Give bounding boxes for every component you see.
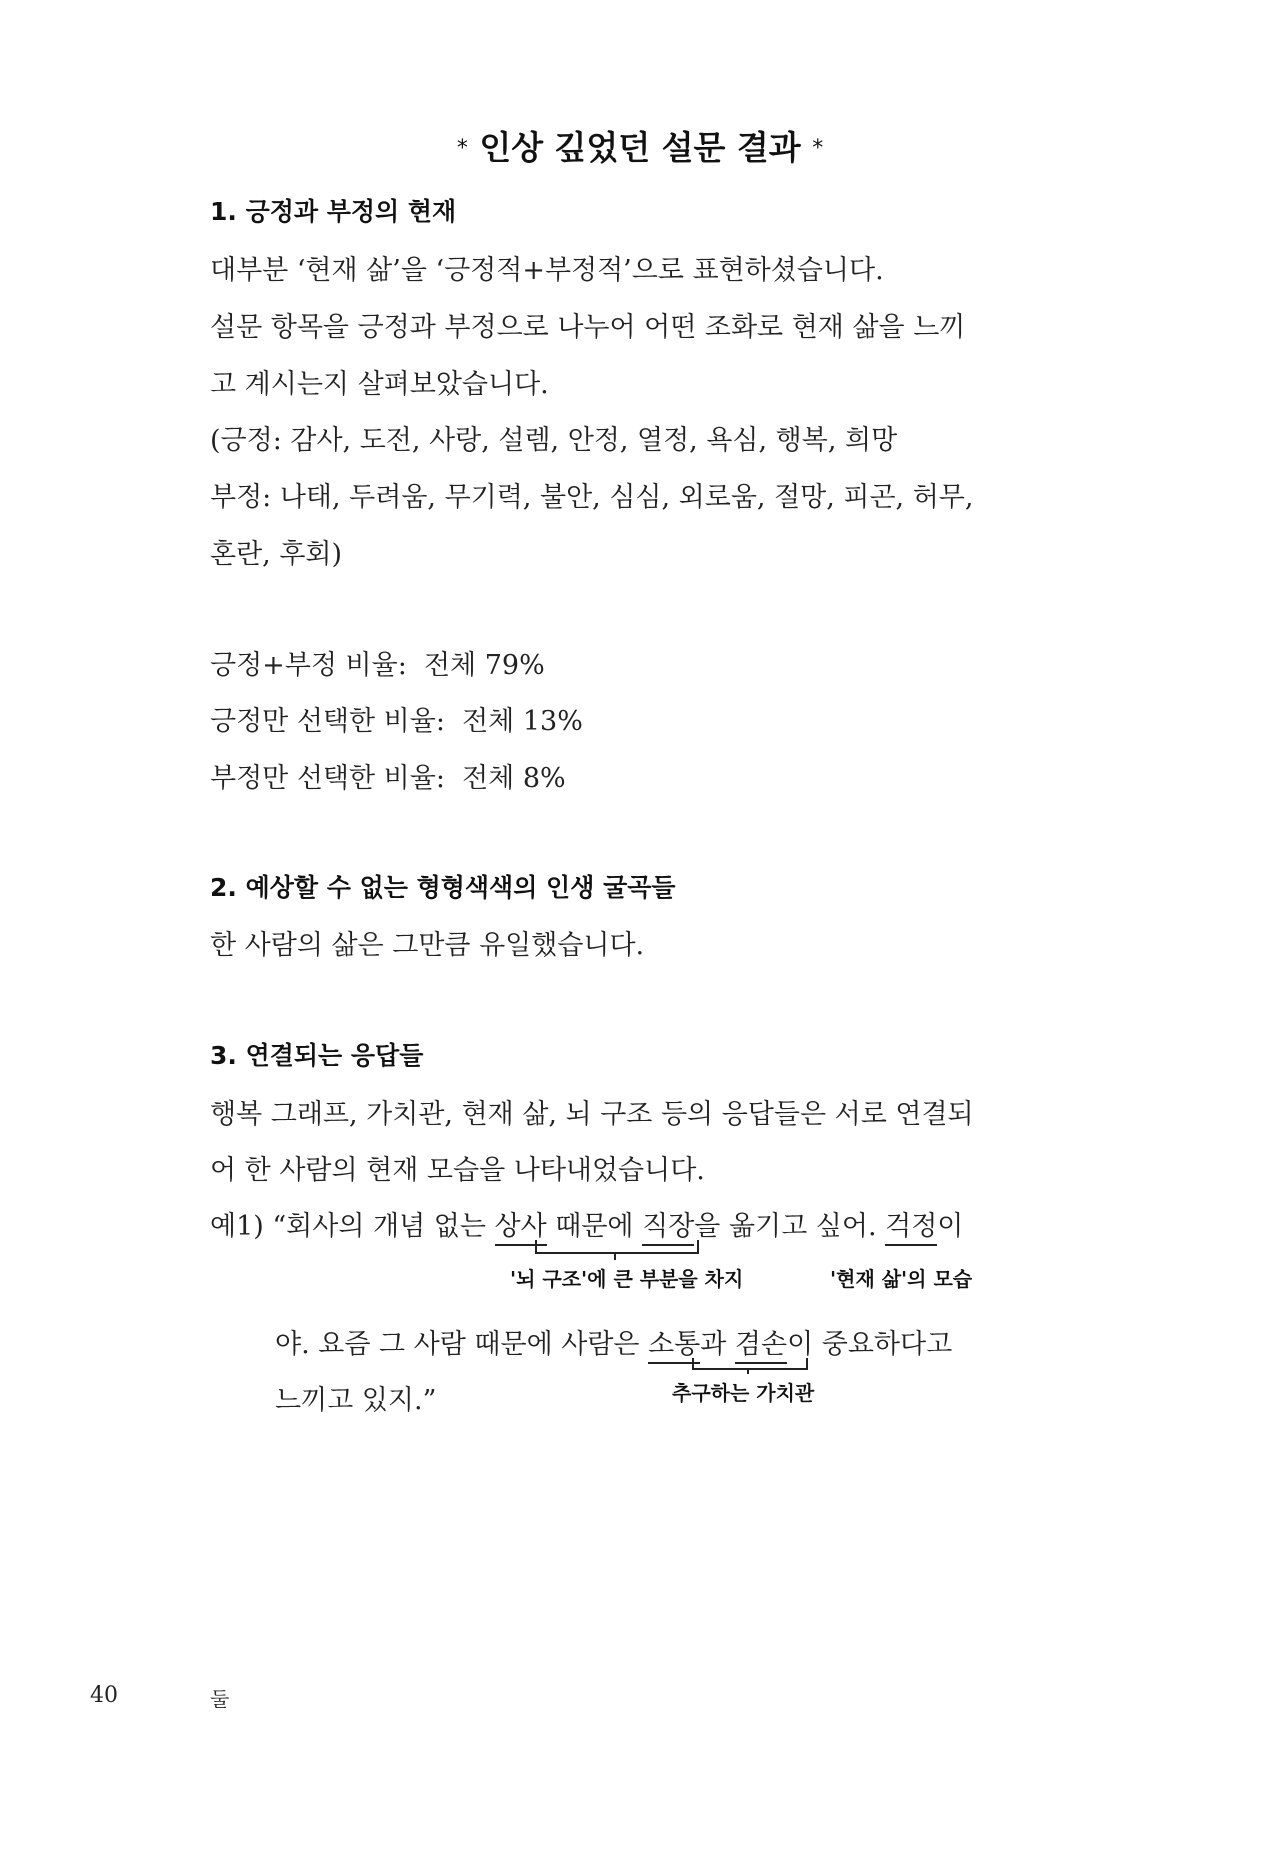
- section1-line: 혼란, 후회): [210, 539, 343, 570]
- annotation-bracket: [535, 1240, 699, 1254]
- section1-line: 대부분 ‘현재 삶’을 ‘긍정적+부정적’으로 표현하셨습니다.: [210, 255, 884, 286]
- underlined-word: 걱정: [885, 1204, 937, 1243]
- stat-row: [210, 643, 545, 682]
- section1-line: 설문 항목을 긍정과 부정으로 나누어 어떤 조화로 현재 삶을 느끼: [210, 312, 966, 343]
- running-head: 둘: [210, 1687, 230, 1711]
- annotation-values: 추구하는 가치관: [672, 1381, 815, 1405]
- stat-row: [210, 699, 583, 738]
- underlined-word: 상사: [495, 1204, 547, 1243]
- stat-value: 전체 79%: [423, 650, 545, 681]
- section3-heading: 3. 연결되는 응답들: [210, 1041, 424, 1070]
- section1-heading: 1. 긍정과 부정의 현재: [210, 197, 457, 226]
- example-line-1: 예1) “회사의 개념 없는 상사 때문에 직장을 옮기고 싶어. 걱정이: [210, 1204, 963, 1243]
- example-line-3: 느끼고 있지.”: [275, 1385, 437, 1416]
- stat-label: 긍정만 선택한 비율:: [210, 706, 445, 737]
- page-number: 40: [90, 1683, 118, 1708]
- page-title: [0, 122, 1280, 169]
- stat-row: [210, 756, 566, 795]
- underlined-word: 겸손: [735, 1322, 787, 1361]
- section2-heading: 2. 예상할 수 없는 형형색색의 인생 굴곡들: [210, 873, 676, 902]
- section3-line: 행복 그래프, 가치관, 현재 삶, 뇌 구조 등의 응답들은 서로 연결되: [210, 1099, 974, 1130]
- star-icon: *: [812, 136, 824, 161]
- stat-value: 전체 13%: [462, 706, 583, 737]
- stat-value: 전체 8%: [462, 763, 566, 794]
- underlined-word: 직장: [642, 1204, 694, 1243]
- underlined-word: 소통: [648, 1322, 700, 1361]
- annotation-stem: [614, 1252, 616, 1260]
- stat-label: 부정만 선택한 비율:: [210, 763, 445, 794]
- star-icon: *: [456, 136, 468, 161]
- section1-line: 부정: 나태, 두려움, 무기력, 불안, 심심, 외로움, 절망, 피곤, 허무,: [210, 482, 974, 513]
- section1-line: (긍정: 감사, 도전, 사랑, 설렘, 안정, 열정, 욕심, 행복, 희망: [210, 425, 898, 456]
- example-line-2: 야. 요즘 그 사람 때문에 사람은 소통과 겸손이 중요하다고: [275, 1322, 952, 1361]
- annotation-brain-structure: '뇌 구조'에 큰 부분을 차지: [510, 1267, 744, 1291]
- annotation-stem: [747, 1368, 749, 1374]
- stat-label: 긍정+부정 비율:: [210, 650, 407, 681]
- page-title-text: 인상 깊었던 설문 결과: [479, 128, 801, 167]
- section3-line: 어 한 사람의 현재 모습을 나타내었습니다.: [210, 1155, 705, 1186]
- section1-line: 고 계시는지 살펴보았습니다.: [210, 369, 549, 400]
- section2-line: 한 사람의 삶은 그만큼 유일했습니다.: [210, 930, 645, 961]
- annotation-bracket: [692, 1358, 808, 1370]
- annotation-current-life: '현재 삶'의 모습: [830, 1267, 973, 1291]
